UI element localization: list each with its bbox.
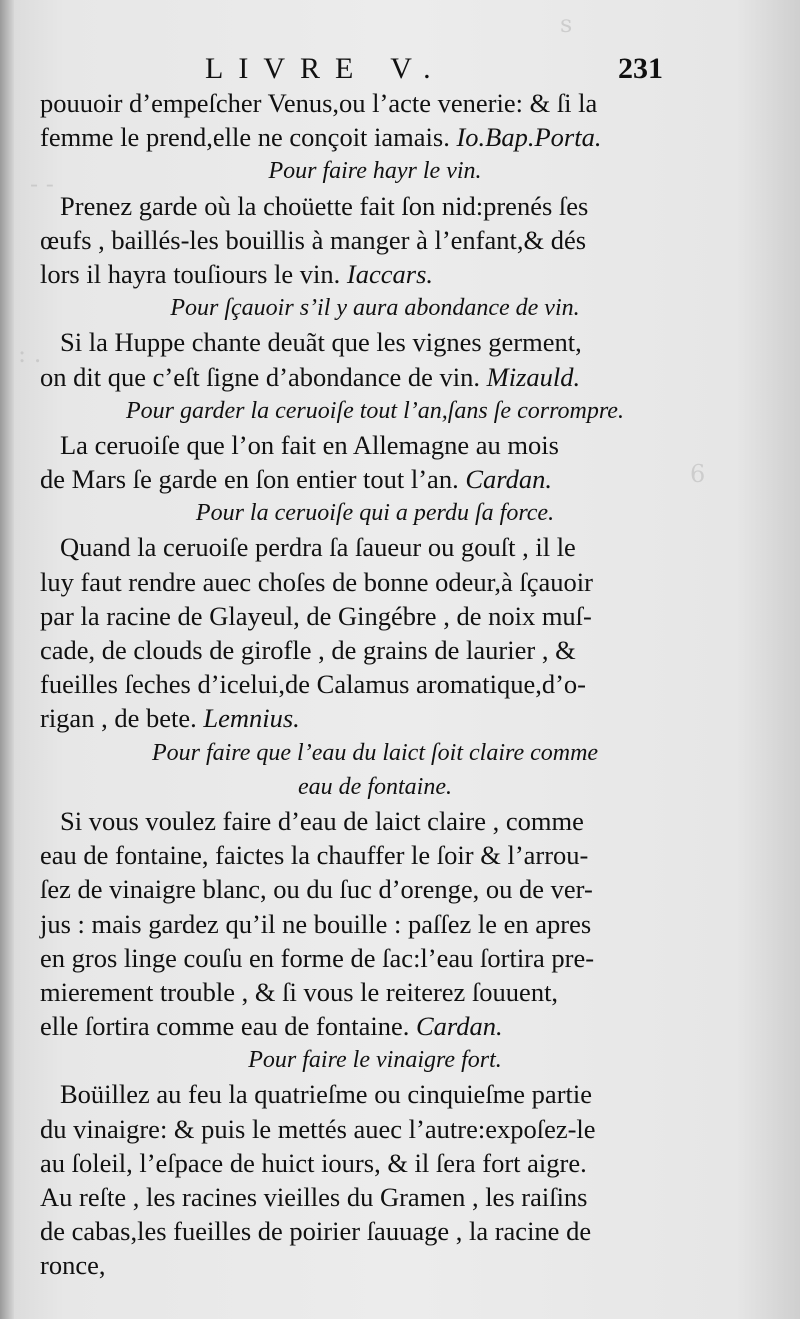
- text-line: [40, 325, 680, 359]
- text-line: [40, 872, 680, 906]
- line-text: jus : mais gardez qu’il ne bouille : paſſez le en apres: [40, 908, 592, 939]
- line-text: Pour faire que l’eau du laict ſoit claire comme: [151, 739, 599, 766]
- line-text: Pour ſçauoir s’il y aura abondance de vin.: [170, 295, 580, 322]
- text-line: [40, 530, 680, 564]
- section-heading: [40, 154, 680, 188]
- line-text: Prenez garde où la choüette fait ſon nid:prenés ſes: [60, 190, 589, 221]
- text-line: [40, 667, 680, 701]
- author-citation: Lemnius.: [203, 703, 300, 734]
- line-text: mierement trouble , & ſi vous le reiterez ſouuent,: [40, 976, 559, 1007]
- author-citation: Mizauld.: [486, 361, 581, 392]
- line-text: pouuoir d’empeſcher Venus,ou l’acte venerie: & ſi la: [40, 88, 598, 118]
- line-text: La ceruoiſe que l’on fait en Allemagne au mois: [60, 429, 559, 460]
- line-text: Pour faire le vinaigre fort.: [248, 1047, 502, 1074]
- line-text: Pour faire hayr le vin.: [268, 158, 482, 185]
- text-line: [40, 599, 680, 633]
- text-line: [40, 941, 680, 975]
- text-line: [40, 838, 680, 872]
- page-text: [40, 86, 680, 1283]
- section-heading: [40, 291, 680, 325]
- text-line: [40, 633, 680, 667]
- text-line: [40, 1112, 680, 1146]
- bleed-through-mark: - -: [30, 170, 54, 198]
- line-text: luy faut rendre auec choſes de bonne odeur,à ſçauoir: [40, 566, 593, 597]
- bleed-through-mark: s: [560, 10, 573, 38]
- page-number: 231: [618, 52, 663, 85]
- bleed-through-mark: : .: [18, 340, 42, 368]
- section-heading: [40, 770, 680, 804]
- text-line: [40, 1248, 680, 1282]
- text-line: [40, 1009, 680, 1043]
- text-line: [40, 804, 680, 838]
- line-text: Si vous voulez faire d’eau de laict claire , comme: [60, 805, 584, 836]
- line-text: Boüillez au feu la quatrieſme ou cinquieſme partie: [60, 1079, 593, 1110]
- bleed-through-mark: 6: [690, 460, 706, 488]
- line-text: Si la Huppe chante deuãt que les vignes germent,: [60, 327, 582, 358]
- line-text: rigan , de bete.: [40, 703, 197, 734]
- text-line: [40, 701, 680, 735]
- line-text: œufs , baillés-les bouillis à manger à l’enfant,& dés: [40, 224, 587, 255]
- line-text: on dit que c’eſt ſigne d’abondance de vin.: [40, 361, 481, 392]
- text-line: [40, 1214, 680, 1248]
- running-title: LIVRE V.: [205, 52, 446, 85]
- line-text: lors il hayra touſiours le vin.: [40, 258, 341, 289]
- line-text: Pour garder la ceruoiſe tout l’an,ſans ſe corrompre.: [126, 397, 624, 424]
- text-line: [40, 975, 680, 1009]
- author-citation: Cardan.: [465, 464, 552, 495]
- line-text: ronce,: [40, 1250, 106, 1281]
- text-line: [40, 565, 680, 599]
- author-citation: Io.Bap.Porta.: [456, 122, 602, 153]
- line-text: ſez de vinaigre blanc, ou du ſuc d’orenge, ou de ver-: [40, 874, 593, 905]
- text-line: [40, 1146, 680, 1180]
- line-text: au ſoleil, l’eſpace de huict iours, & il ſera fort aigre.: [40, 1147, 587, 1178]
- author-citation: Cardan.: [415, 1011, 503, 1042]
- section-heading: [40, 394, 680, 428]
- line-text: cade, de clouds de girofle , de grains de laurier , &: [40, 635, 576, 665]
- author-citation: Iaccars.: [346, 258, 434, 289]
- line-text: eau de fontaine.: [298, 773, 452, 800]
- text-line: [40, 1180, 680, 1214]
- line-text: femme le prend,elle ne conçoit iamais.: [40, 122, 450, 153]
- line-text: elle ſortira comme eau de fontaine.: [40, 1011, 410, 1042]
- section-heading: [40, 1043, 680, 1077]
- line-text: Quand la ceruoiſe perdra ſa ſaueur ou gouſt , il le: [60, 532, 576, 563]
- text-line: [40, 189, 680, 223]
- line-text: du vinaigre: & puis le mettés auec l’autre:expoſez-le: [40, 1113, 596, 1144]
- section-heading: [40, 736, 680, 770]
- line-text: fueilles ſeches d’icelui,de Calamus aromatique,d’o-: [40, 669, 586, 700]
- text-line: [40, 907, 680, 941]
- text-line: [40, 1077, 680, 1111]
- text-line: [40, 428, 680, 462]
- text-line: [40, 257, 680, 291]
- line-text: Pour la ceruoiſe qui a perdu ſa force.: [195, 500, 555, 527]
- page-left-edge-shadow: [0, 0, 14, 1319]
- line-text: de Mars ſe garde en ſon entier tout l’an.: [40, 464, 459, 495]
- section-heading: [40, 496, 680, 530]
- text-line: [40, 223, 680, 257]
- line-text: en gros linge couſu en forme de ſac:l’eau ſortira pre-: [40, 942, 595, 973]
- line-text: par la racine de Glayeul, de Gingébre , de noix muſ-: [40, 600, 592, 631]
- line-text: de cabas,les fueilles de poirier ſauuage , la racine de: [40, 1216, 592, 1247]
- line-text: Au reſte , les racines vieilles du Gramen , les raiſins: [40, 1182, 588, 1212]
- text-line: [40, 462, 680, 496]
- text-line: [40, 86, 680, 120]
- line-text: eau de fontaine, faictes la chauffer le ſoir & l’arrou-: [40, 840, 589, 871]
- text-line: [40, 120, 680, 154]
- text-line: [40, 360, 680, 394]
